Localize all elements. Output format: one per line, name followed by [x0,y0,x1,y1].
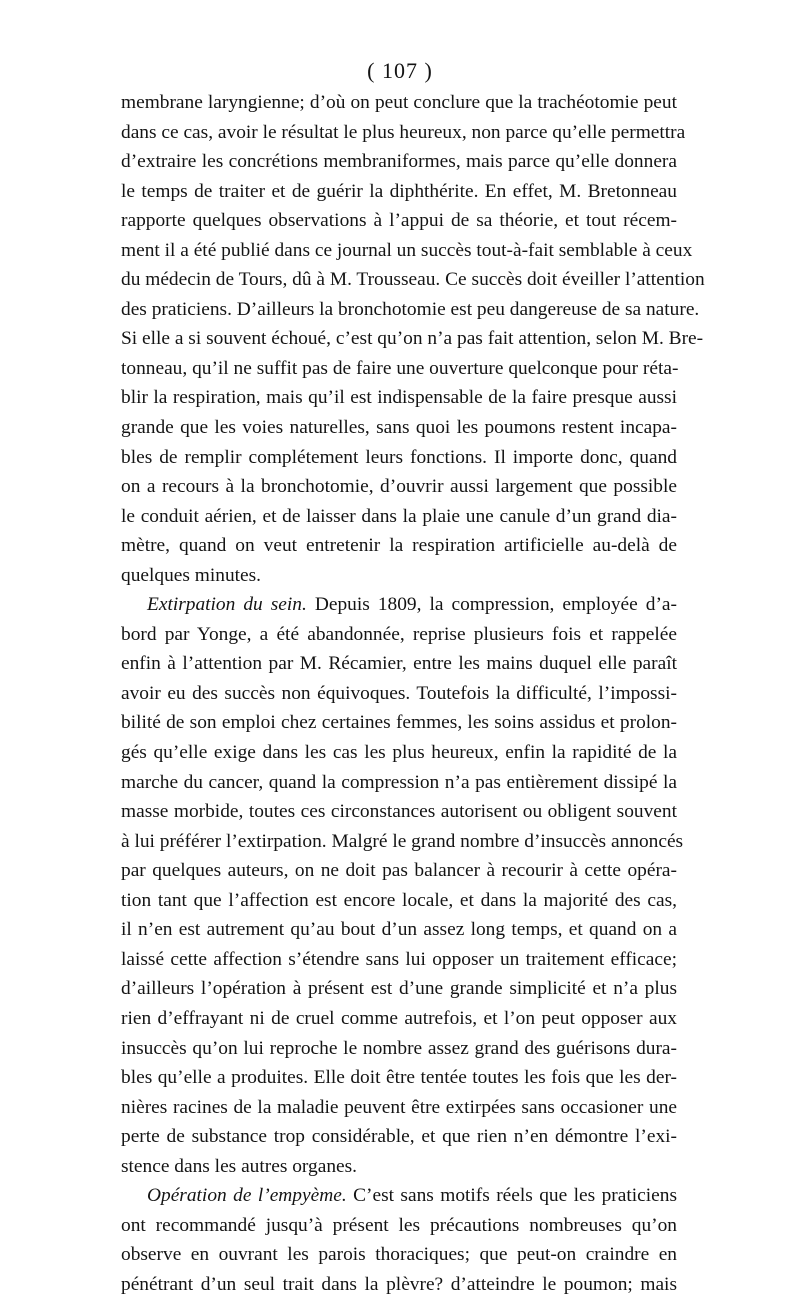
text-run: C’est sans motifs réels que les praticiens [346,1185,677,1207]
text-line: observe en ouvrant les parois thoraciques; que peut-on craindre en [121,1244,677,1266]
text-line [121,590,677,620]
text-line: rien d’effrayant ni de cruel comme autrefois, et l’on peut opposer aux [121,1007,677,1029]
page-number: ( 107 ) [367,58,433,83]
paragraph-breast-extirpation [121,590,684,1181]
text-line: bilité de son emploi chez certaines femmes, les soins assidus et prolon- [121,712,677,734]
text-line: gés qu’elle exige dans les cas les plus heureux, enfin la rapidité de la [121,742,677,764]
text-line: avoir eu des succès non équivoques. Toutefois la difficulté, l’impossi- [121,682,677,704]
text-line: d’extraire les concrétions membraniformes, mais parce qu’elle donnera [121,151,677,173]
section-heading-extirpation: Extirpation du sein. [147,594,307,616]
text-line: enfin à l’attention par M. Récamier, entre les mains duquel elle paraît [121,653,677,675]
text-line: mètre, quand on veut entretenir la respiration artificielle au-delà de [121,535,677,557]
text-line: tion tant que l’affection est encore locale, et dans la majorité des cas, [121,889,677,911]
text-line: ment il a été publié dans ce journal un succès tout-à-fait semblable à ceux [121,239,693,261]
text-line: insuccès qu’on lui reproche le nombre assez grand des guérisons dura- [121,1037,677,1059]
text-line: le temps de traiter et de guérir la diphthérite. En effet, M. Bretonneau [121,180,677,202]
text-line: Si elle a si souvent échoué, c’est qu’on n’a pas fait attention, selon M. Bre- [121,328,704,350]
text-run: Depuis 1809, la compression, employée d’a- [306,594,677,616]
text-line: d’ailleurs l’opération à présent est d’une grande simplicité et n’a plus [121,978,677,1000]
text-line: il n’en est autrement qu’au bout d’un assez long temps, et quand on a [121,919,677,941]
text-line: à lui préférer l’extirpation. Malgré le grand nombre d’insuccès annoncés [121,830,684,852]
text-line: bord par Yonge, a été abandonnée, reprise plusieurs fois et rappelée [121,623,677,645]
text-line: le conduit aérien, et de laisser dans la plaie une canule d’un grand dia- [121,505,677,527]
text-line [121,1181,677,1211]
text-line: quelques minutes. [121,564,262,586]
text-line: nières racines de la maladie peuvent être extirpées sans occasioner une [121,1096,677,1118]
text-line: blir la respiration, mais qu’il est indispensable de la faire presque aussi [121,387,677,409]
text-line: du médecin de Tours, dû à M. Trousseau. Ce succès doit éveiller l’attention [121,269,705,291]
text-line: pénétrant d’un seul trait dans la plèvre? d’atteindre le poumon; mais [121,1273,677,1295]
text-line: ont recommandé jusqu’à présent les précautions nombreuses qu’on [121,1214,677,1236]
text-line: des praticiens. D’ailleurs la bronchotomie est peu dangereuse de sa nature. [121,298,700,320]
paragraph-tracheotomy [121,88,705,590]
text-line: membrane laryngienne; d’où on peut conclure que la trachéotomie peut [121,92,677,113]
text-line: on a recours à la bronchotomie, d’ouvrir aussi largement que possible [121,476,677,498]
text-line: tonneau, qu’il ne suffit pas de faire une ouverture quelconque pour réta- [121,357,679,379]
body-text [121,88,705,1299]
text-line: masse morbide, toutes ces circonstances autorisent ou obligent souvent [121,801,677,823]
text-line: rapporte quelques observations à l’appui de sa théorie, et tout récem- [121,210,677,232]
text-line: bles de remplir complétement leurs fonctions. Il importe donc, quand [121,446,677,468]
paragraph-empyema [121,1181,677,1299]
text-line: grande que les voies naturelles, sans quoi les poumons restent incapa- [121,417,677,439]
text-line: par quelques auteurs, on ne doit pas balancer à recourir à cette opéra- [121,860,677,882]
section-heading-empyema: Opération de l’empyème. [147,1185,347,1207]
text-line: bles qu’elle a produites. Elle doit être tentée toutes les fois que les der- [121,1067,677,1089]
text-line: perte de substance trop considérable, et que rien n’en démontre l’exi- [121,1126,677,1148]
text-line: laissé cette affection s’étendre sans lui opposer un traitement efficace; [121,948,677,970]
text-line: dans ce cas, avoir le résultat le plus heureux, non parce qu’elle permettra [121,121,686,143]
text-line: marche du cancer, quand la compression n’a pas entièrement dissipé la [121,771,677,793]
text-line: stence dans les autres organes. [121,1155,358,1177]
